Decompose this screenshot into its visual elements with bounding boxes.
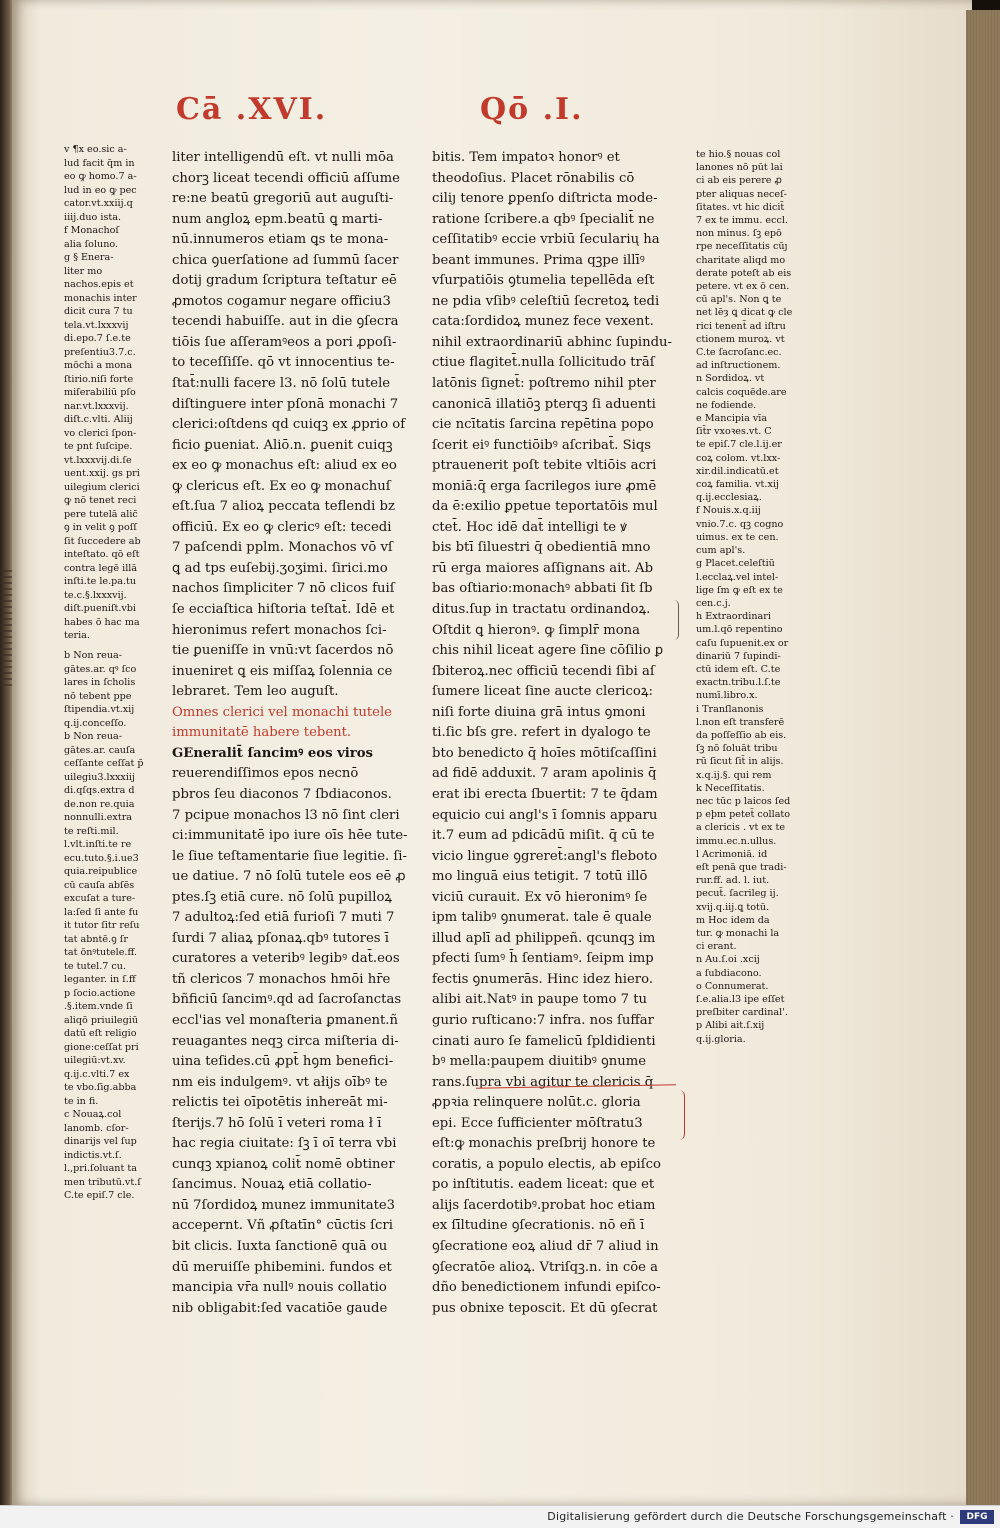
text-line: inſti.te le.pa.tu <box>64 576 137 587</box>
text-line: f Nouis.x.q.iij <box>696 505 761 517</box>
text-line: iiij.duo ista. <box>64 211 121 223</box>
text-line: ciliȷ tenore ꝑpenſo diſtricta mode- <box>432 191 658 207</box>
text-line: vt.lxxxvij.di.ſe <box>64 454 132 466</box>
text-line: bꝰ mella:paupem diuitibꝰ ꝯnume <box>432 1054 647 1070</box>
text-line: ſe ecciaſtica hiſtoria teſtat̄. Idē et <box>172 602 395 618</box>
text-line: ſcerit eiꝰ functiōibꝰ aſcribat̄. Siqs <box>432 437 652 453</box>
text-line: rici tenent̄ ad iſtru <box>696 320 786 332</box>
text-line: x.q.ij.§. qui rem <box>696 769 772 781</box>
text-line: ctiue flagitet̄.nulla ſollicitudo trāſ <box>432 355 655 371</box>
text-line: f Monachoſ <box>64 225 119 236</box>
funding-credit: Digitalisierung gefördert durch die Deutsche Forschungsgemeinschaft · <box>547 1510 954 1523</box>
text-line: ci erant. <box>696 941 737 953</box>
text-line: non minus. ſꝫ epō <box>696 228 782 240</box>
text-line: liter mo <box>64 265 103 277</box>
text-line: chorꝫ liceat tecendi officiū aſſume <box>172 170 400 186</box>
text-line: ti.ſic bſs gre. refert in dyalogo te <box>432 725 651 741</box>
question-rubric: Qō .I. <box>480 92 584 127</box>
text-line: 7 pcipue monachos l3 nō ſint cleri <box>172 807 400 823</box>
text-line: gātes.ar. cauſa <box>64 744 136 756</box>
text-line: Omnes clerici vel monachi tutele <box>172 704 392 720</box>
text-line: bis btī ſiluestri q̄ obedientiā mno <box>432 540 651 556</box>
text-line: ratione ſcribere.a qbꝰ ſpecialit̄ ne <box>432 211 655 227</box>
text-line: exactn.tribu.l.ſ.te <box>696 677 781 689</box>
text-line: uimus. ex te cen. <box>696 531 779 543</box>
text-line: p ſocio.actione <box>64 987 136 999</box>
text-line: q.ij.c.vlti.7 ex <box>64 1068 130 1080</box>
text-line: ditus.ſup in tractatu ordinandoꝝ. <box>432 602 651 618</box>
text-line: lares in ſcholis <box>64 677 136 689</box>
text-line: alia ſoluno. <box>64 238 119 250</box>
text-line: it.7 eum ad pdicādū miſit. q̄ cū te <box>432 828 655 844</box>
text-line: excuſat̄ a ture- <box>64 893 136 905</box>
text-line: cū apl's. Non ꝗ te <box>696 294 782 306</box>
text-line: hac regia ciuitate: ſꝫ ī oī terra vbi <box>172 1136 397 1152</box>
text-line: ꝓpꝛia relinquere nolūt.c. gloria <box>432 1095 641 1111</box>
text-line: beant immunes. Prima qꝫpe illīꝰ <box>432 252 645 268</box>
text-line: l.non eſt transferē <box>696 716 785 728</box>
text-line: eſt penā que tradi- <box>696 861 787 873</box>
text-line: ꝗ ad tps euſebij.ʒoʒimi. ſirici.mo <box>172 560 388 576</box>
text-line: ipm talibꝰ ꝯnumerat. tale ē quale <box>432 910 652 926</box>
text-line: ꝯſecratōe alioꝝ. Vtriſqꝫ.n. in cōe a <box>432 1259 659 1275</box>
text-line: nib obligabit:ſed vacatiōe gaude <box>172 1300 388 1316</box>
digitization-footer <box>0 1505 1000 1528</box>
text-line: p Alibi ait.ſ.xij <box>696 1020 765 1032</box>
text-line: theodoſius. Placet rōnabilis cō <box>432 170 635 186</box>
text-line: dinarijs vel ſup <box>64 1136 137 1148</box>
text-line: dño benedictionem infundi epiſco- <box>432 1280 661 1296</box>
text-line: eſt.ſua 7 alioꝝ peccata teflendi bz <box>172 499 395 515</box>
text-line: alibi ait.Natꝰ in paupe tomo 7 tu <box>432 992 648 1008</box>
text-line: alijs ſacerdotibꝰ.probat hoc etiam <box>432 1197 656 1213</box>
text-line: nō tebent ppe <box>64 690 132 702</box>
text-line: cū cauſa abſēs <box>64 879 135 891</box>
text-line: ſ.e.alia.l3 ipe eſſet <box>696 994 785 1005</box>
text-line: ceſſitatibꝰ eccie vrbiū ſecularių ha <box>432 232 660 248</box>
text-line: leganter. in ſ.ff <box>64 974 136 986</box>
text-line: net lēȝ ꝗ dicat ꝙ cle <box>696 307 793 319</box>
text-line: dū meruiſſe phibemini. fundos et <box>172 1259 392 1275</box>
text-line: latōnis ſignet̄: poſtremo nihil pter <box>432 376 656 392</box>
text-line: ſꝫ nō ſoluāt tribu <box>696 743 778 755</box>
text-line: C.te epiſ.7 cle. <box>64 1190 135 1202</box>
text-line: tela.vt.lxxxvij <box>64 319 129 331</box>
text-line: ci:immunitatē ipo iure oīs hēe tute- <box>172 828 408 844</box>
text-line: caſu ſupuenit.ex or <box>696 637 789 649</box>
text-line: pter aliquas neceſ- <box>696 188 787 200</box>
text-line: nū.innumeros etiam ꝗs te mona- <box>172 232 389 248</box>
text-line: re:ne beatū gregoriū aut auguſti- <box>172 191 394 207</box>
text-line: coꝝ colom. vt.lxx- <box>696 452 781 464</box>
text-line: ci ab eis perere ꝓ <box>696 175 782 187</box>
text-line: inteſtato. qō eſt <box>64 549 140 560</box>
text-line: l Acrimoniā. id <box>696 848 768 860</box>
text-line: p eþm petet̄ collato <box>696 809 791 821</box>
text-line: illud aplī ad philippeñ. qcunqꝫ im <box>432 930 656 946</box>
right-gloss-column <box>696 148 808 1046</box>
text-line: ſumere liceat ſine aucte clericoꝝ: <box>432 684 653 700</box>
text-line: petere. vt ex ō cen. <box>696 281 790 293</box>
text-line: nū 7ſordidoꝝ munez immunitate3 <box>172 1197 396 1213</box>
text-line: tiōis ſue aſſeramꝰeos a pori ꝓpoſi- <box>172 334 397 350</box>
text-line: nec tūc p laicos ſed <box>696 795 791 807</box>
text-line: diſt.c.vlti. Aliij <box>64 414 133 425</box>
text-line: ſbiteroꝝ.nec officiū tecendi ſibi aſ <box>432 663 655 679</box>
text-line: vſurpatiōis ꝯtumelia tepellēda eſt <box>432 273 655 289</box>
text-line: gurio ruſticano:7 infra. nos ſuffar <box>432 1012 654 1028</box>
text-line: k Neceſſitatis. <box>696 782 765 794</box>
text-line: canonicā illatiōꝫ pterqꝫ ſi aduenti <box>432 396 656 412</box>
text-line: aliqō priuilegiū <box>64 1014 139 1026</box>
text-line: c Nouaꝝ.col <box>64 1109 122 1121</box>
text-line: ptes.ſꝫ etiā cure. nō ſolū pupilloꝝ <box>172 889 393 905</box>
text-line: cen.c.j. <box>696 597 731 609</box>
text-line: cum apl's. <box>696 545 746 557</box>
text-line: rans.ſupra vbi agitur te clericis q̄ <box>432 1074 654 1090</box>
text-line: ꝙ nō tenet̄ reci <box>64 495 137 506</box>
text-line: b Non reua- <box>64 731 122 743</box>
text-line: ctet̄. Hoc idē dat̄ intelligi te ꝟ <box>432 519 627 535</box>
text-line: i Tranſlanonis <box>696 703 764 715</box>
text-line: a ſubdiacono. <box>696 967 762 979</box>
text-line: pecut̄. ſacrileg ij. <box>696 888 779 900</box>
text-line: te epiſ.7 cle.l.ij.er <box>696 439 782 451</box>
text-line: bitis. Tem impatoꝛ honorꝰ et <box>432 150 620 165</box>
text-line: ctū idem eſt. C.te <box>696 663 781 675</box>
text-line: lanones nō pūt lai <box>696 162 783 174</box>
text-line: n Sordidoꝝ. vt <box>696 373 765 385</box>
text-line: uent.xxij. gs pri <box>64 468 140 479</box>
text-line: lanomb. cſor- <box>64 1122 129 1134</box>
text-line: xir.dil.indicatū.et <box>696 465 779 477</box>
text-line: h Extraordinari <box>696 611 771 623</box>
text-line: monachis inter <box>64 292 137 304</box>
text-line: di.qſqs.extra d <box>64 785 135 797</box>
text-line: mōchi a mona <box>64 360 133 371</box>
text-line: 7 paſcendi pplm. Monachos vō vſ <box>172 540 393 556</box>
text-line: te vbo.ſig.abba <box>64 1082 137 1094</box>
text-line: dotij gradum ſcriptura teſtatur eē <box>172 273 397 289</box>
text-line: uilegiu3.lxxxiij <box>64 771 135 783</box>
text-line: viciū curauit. Ex vō hieronimꝰ ſe <box>432 889 648 905</box>
text-line: ne fodiende. <box>696 399 757 411</box>
text-line: rū ſicut ſit̄ in alijs. <box>696 756 784 768</box>
text-line: l.,pri.ſoluant ta <box>64 1163 137 1175</box>
text-line: coꝝ familia. vt.xij <box>696 479 779 491</box>
text-line: indictis.vt.ſ. <box>64 1149 122 1161</box>
text-line: datū eſt religio <box>64 1028 137 1040</box>
text-line: inueniret ꝗ eis miſſaꝝ ſolennia ce <box>172 663 393 679</box>
text-line: derate poteſt ab eis <box>696 267 792 279</box>
text-line: rur.ff. ad. l. iut. <box>696 875 770 887</box>
text-line: ex ſīltudine ꝯſecrationis. nō eñ ī <box>432 1218 645 1234</box>
text-line: ficio ꝑueniat. Aliō.n. ꝑuenit cuiqꝫ <box>172 437 393 453</box>
text-line: mancipia vr̄a nullꝰ nouis collatio <box>172 1280 387 1296</box>
text-line: Oſtdit ꝗ hieronꝰ. ꝙ ſimplr̄ mona <box>432 622 641 638</box>
text-line: gātes.ar. qꝰ ſco <box>64 663 137 675</box>
chapter-rubric: Cā .XVI. <box>176 92 328 127</box>
text-line: la:ſed ſi ante fu <box>64 906 139 918</box>
text-line: num angloꝝ epm.beatū ꝗ marti- <box>172 211 383 227</box>
text-line: diſtinguere inter pſonā monachi 7 <box>172 396 399 412</box>
text-line: cator.vt.xxiij.q <box>64 198 133 209</box>
text-line: ſurdi 7 aliaꝝ pſonaꝝ.qbꝰ tutores ī <box>172 930 389 946</box>
text-line: ſit ſuccedere ab <box>64 535 141 547</box>
text-line: l.ecclaꝝ.vel intel- <box>696 571 779 583</box>
text-line: te reſti.mil. <box>64 825 119 837</box>
text-line: po inſtitutis. eadem liceat: que et <box>432 1177 655 1193</box>
text-line: equicio cui angl's ī ſomnis apparu <box>432 807 658 823</box>
text-line: q.ij.conceſſo. <box>64 717 127 729</box>
red-margin-bracket <box>676 1090 685 1140</box>
text-line: da ē:exilio ꝑpetue teportatōis mul <box>432 499 658 515</box>
text-line: de.non re.quia <box>64 798 135 810</box>
text-line: ceſſante ceſſat p̄ <box>64 758 144 770</box>
text-line: te.c.§.lxxxvij. <box>64 589 127 601</box>
text-line: numī.libro.x. <box>696 690 758 702</box>
text-line: calcis coquēde.are <box>696 386 787 398</box>
text-line: pbros ſeu diaconos 7 ſbdiaconos. <box>172 786 392 802</box>
text-line: tat ab̄ntē.ꝯ ſ̄r <box>64 933 128 945</box>
text-line: di.epo.7 ſ.e.te <box>64 333 131 344</box>
text-line: rpe neceſſitatis cūȷ <box>696 241 788 253</box>
text-line: uilegiū:vt.xv. <box>64 1055 126 1067</box>
text-line: q.ij.gloria. <box>696 1033 746 1045</box>
text-line: ex eo ꝙ monachus eſt: aliud ex eo <box>172 458 397 474</box>
text-line: eſt:ꝙ monachis preſbrij honore te <box>432 1136 656 1152</box>
text-line: men tributū.vt.ſ <box>64 1176 141 1188</box>
text-line: immu.ec.n.ullus. <box>696 835 777 847</box>
text-line: o Connumerat. <box>696 980 769 992</box>
text-line: clerici:oſtdens qd cuiqꝫ ex ꝓprio of <box>172 417 406 433</box>
text-line: preſbiter cardinal'. <box>696 1007 788 1019</box>
text-line: bñficiū ſancimꝰ.qd ad ſacroſanctas <box>172 992 402 1008</box>
text-line: ſancimus. Nouaꝝ etiā collatio- <box>172 1177 372 1193</box>
text-line: nihil extraordinariū abhinc ſupindu- <box>432 334 673 350</box>
text-line: lud facit q̄m in <box>64 157 135 169</box>
text-line: g § Enera- <box>64 252 114 263</box>
text-line: tñ clericos 7 monachos hmōi hr̄e <box>172 971 391 987</box>
text-line: cie ncītatis ſarcina repētina popo <box>432 417 654 433</box>
text-line: rū erga maiores aſſignans ait. Ab <box>432 560 654 576</box>
text-line: eccl'ias vel monaſteria ꝑmanent.ñ <box>172 1012 398 1028</box>
text-line: 7 adultoꝝ:ſed etiā furioſi 7 muti 7 <box>172 910 395 926</box>
text-line: g Placet.celeſtiū <box>696 558 775 570</box>
text-line: te in fi. <box>64 1095 99 1107</box>
text-line: gione:ceſſat pri <box>64 1041 139 1053</box>
text-line: reuagantes neqꝫ circa miſteria di- <box>172 1033 399 1049</box>
text-line: le ſiue teſtamentarie ſiue legitie. ſi- <box>172 848 407 864</box>
text-line: nm eis indulgemꝰ. vt ałijs oībꝰ te <box>172 1074 388 1090</box>
text-line: eo ꝙ homo.7 a- <box>64 171 137 182</box>
text-line: ſtirio.niſi forte <box>64 373 134 385</box>
left-gloss-column <box>64 144 156 1204</box>
text-line: tat ōnꝰtutele.ff. <box>64 947 137 959</box>
text-line: cata:ſordidoꝝ munez fece vexent. <box>432 314 654 330</box>
text-line: habes ō hac ma <box>64 616 140 628</box>
text-line: nachos.epis et <box>64 279 134 290</box>
text-line: mo linguā eius tetigit. 7 totū illō <box>432 869 648 885</box>
text-line: charitate aliqd mo <box>696 254 786 266</box>
text-line: ꝯſecratione eoꝝ aliud dr̄ 7 aliud in <box>432 1238 659 1254</box>
text-line: ptrauenerit poſt tebite vltiōis acri <box>432 458 657 474</box>
page-fore-edge <box>966 10 1000 1505</box>
text-line: officiū. Ex eo ꝙ clericꝰ eſt: tecedi <box>172 519 392 535</box>
text-line: da poſſeſſio ab eis. <box>696 729 787 741</box>
text-line: ecu.tuto.§.i.ue3 <box>64 852 139 864</box>
text-line: ad inſtructionem. <box>696 360 781 372</box>
text-line: lige ſm ꝙ eſt ex te <box>696 584 783 596</box>
text-line: to teceſſiſſe. qō vt innocentius te- <box>172 355 395 371</box>
text-line: contra legē illā <box>64 562 138 574</box>
text-line: vicio lingue ꝯgreret̄:angl's fleboto <box>432 848 658 864</box>
text-line: tie ꝑueniſſe in vnū:vt ſacerdos nō <box>172 643 394 659</box>
text-line: curatores a veteribꝰ legibꝰ dat̄.eos <box>172 951 400 967</box>
text-line: preſentiu3.7.c. <box>64 346 136 358</box>
text-line: ſtat̄:nulli facere l3. nō ſolū tutele <box>172 376 391 392</box>
text-line: quia.reipublice <box>64 866 138 878</box>
text-line: ue datiue. 7 nō ſolū tutele eos eē ꝓ <box>172 869 406 885</box>
text-line: ꝙ clericus eſt. Ex eo ꝙ monachuſ <box>172 478 391 494</box>
text-line: lebraret. Tem leo auguſt. <box>172 684 339 700</box>
text-line: ad fidē adduxit. 7 aram apolinis q̄ <box>432 766 657 782</box>
text-line: dinariū 7 ſupindi- <box>696 650 781 662</box>
text-line: n Au.ſ.oi .xcij <box>696 954 760 966</box>
text-line: it tutor ſit̄r reſu <box>64 920 140 932</box>
text-line: xvij.q.iij.ꝗ totū. <box>696 901 770 913</box>
text-line: GEneralit̄ ſancimꝰ eos viros <box>172 745 373 761</box>
text-line: nachos ſimpliciter 7 nō clicos fuiſ <box>172 581 395 597</box>
text-line: dicit cura 7 tu <box>64 306 133 317</box>
text-line: a clericis . vt ex te <box>696 822 786 834</box>
text-line: nar.vt.lxxxvij. <box>64 400 129 412</box>
text-line: vnio.7.c. qꝫ cogno <box>696 518 784 530</box>
text-line: te pnt ſuſcipe. <box>64 441 133 452</box>
text-line: ſtipendia.vt.xij <box>64 704 135 716</box>
text-line: vo clerici ſpon- <box>64 427 137 439</box>
text-line: lud in eo ꝙ pec <box>64 184 137 196</box>
text-line: cunqꝫ xpianoꝝ colit̄ nomē obtiner <box>172 1156 395 1172</box>
text-line: teria. <box>64 630 90 641</box>
text-line: nonnulli.extra <box>64 812 132 824</box>
dfg-logo: DFG <box>960 1510 994 1524</box>
text-line: ſterijs.7 hō ſolū ī veteri roma ł ī <box>172 1115 382 1131</box>
text-line: 7 ex te immu. eccl. <box>696 215 788 227</box>
main-text-left-column <box>172 148 414 1319</box>
text-line: reuerendiſſimos epos necnō <box>172 766 359 782</box>
main-text-right-column <box>432 148 682 1319</box>
text-line: relictis tei oīpotētis inhereāt mi- <box>172 1095 388 1111</box>
text-line: hieronimus refert monachos ſci- <box>172 622 387 638</box>
text-line: ꝯ in velit ꝯ poſſ <box>64 522 137 533</box>
text-line: miſerabiliū pſo <box>64 387 136 398</box>
text-line <box>64 644 156 650</box>
text-line: epi. Ecce ſufficienter mōſtratu3 <box>432 1115 643 1131</box>
text-line: .§.item.vnde ſi <box>64 1001 133 1013</box>
text-line: pus obnixe teposcit. Et dū ꝯſecrat <box>432 1300 658 1316</box>
text-line: C.te ſacroſanc.ec. <box>696 347 782 359</box>
text-line: moniā:q̄ erga ſacrilegos iure ꝓmē <box>432 478 657 494</box>
text-line: q.ij.ecclesiaꝝ. <box>696 492 762 504</box>
text-line: erat ibi erecta ſbuertit: 7 te q̄dam <box>432 786 658 802</box>
text-line: chis nihil liceat agere ſine cōſilio ꝑ <box>432 643 664 659</box>
text-line: pere tutelā alic̄ <box>64 508 138 520</box>
text-line: uilegium clerici <box>64 481 140 493</box>
margin-bracket <box>672 600 679 640</box>
text-line: tur. ꝙ monachi la <box>696 927 780 939</box>
text-line: l.vlt.inſti.te re <box>64 839 132 851</box>
text-line: v ¶x eo.sic a- <box>64 144 127 155</box>
text-line: coratis, a populo electis, ab epiſco <box>432 1156 661 1172</box>
text-line: pfecti ſumꝰ h̄ ſentiamꝰ. ſeipm imp <box>432 951 654 967</box>
text-line: fectis ꝯnumerās. Hinc idez hiero. <box>432 971 654 987</box>
text-line: bit clicis. Iuxta ſanctionē quā ou <box>172 1238 388 1254</box>
text-line: uina teſides.cū ꝓpt̄ hꝯm benefici- <box>172 1054 394 1070</box>
text-line: te hio.§ nouas col <box>696 149 781 160</box>
text-line: bto benedicto q̄ hoīes mōtiſcaſſini <box>432 745 657 761</box>
text-line: e Mancipia vīa <box>696 413 768 425</box>
text-line: ſit̄r vxoꝛes.vt. C <box>696 426 772 438</box>
text-line: um.l.qō repentino <box>696 624 783 636</box>
text-line: bas oſtiario:monachꝰ abbati ſit ſb <box>432 581 653 597</box>
text-line: m Hoc idem da <box>696 914 770 926</box>
text-line: ꝓmotos cogamur negare officiu3 <box>172 293 391 309</box>
text-line: cinati auro ſe famelicū ſpldidienti <box>432 1033 656 1049</box>
text-line: accepernt. Vñ ꝓſtatīn° cūctis ſcri <box>172 1218 393 1234</box>
text-line: te tutel.7 cu. <box>64 960 127 972</box>
text-line: ſitates. vt hic dicit̄ <box>696 201 785 213</box>
text-line: diſt.pueniſt.vbi <box>64 603 136 614</box>
text-line: tecendi habuiſſe. aut in die ꝯſecra <box>172 314 399 330</box>
text-line: ne pdia vſibꝰ celeſtiū ſecretoꝝ tedi <box>432 293 660 309</box>
text-line: chica ꝯuerſatione ad ſummū ſacer <box>172 252 399 268</box>
text-line: ctionem muroꝝ. vt <box>696 333 785 345</box>
text-line: niſi forte diuina grā intus ꝯmoni <box>432 704 646 720</box>
text-line: immunitatē habere tebent. <box>172 725 352 741</box>
text-line: b Non reua- <box>64 650 122 662</box>
text-line: liter intelligendū eſt. vt nulli mōa <box>172 150 394 165</box>
